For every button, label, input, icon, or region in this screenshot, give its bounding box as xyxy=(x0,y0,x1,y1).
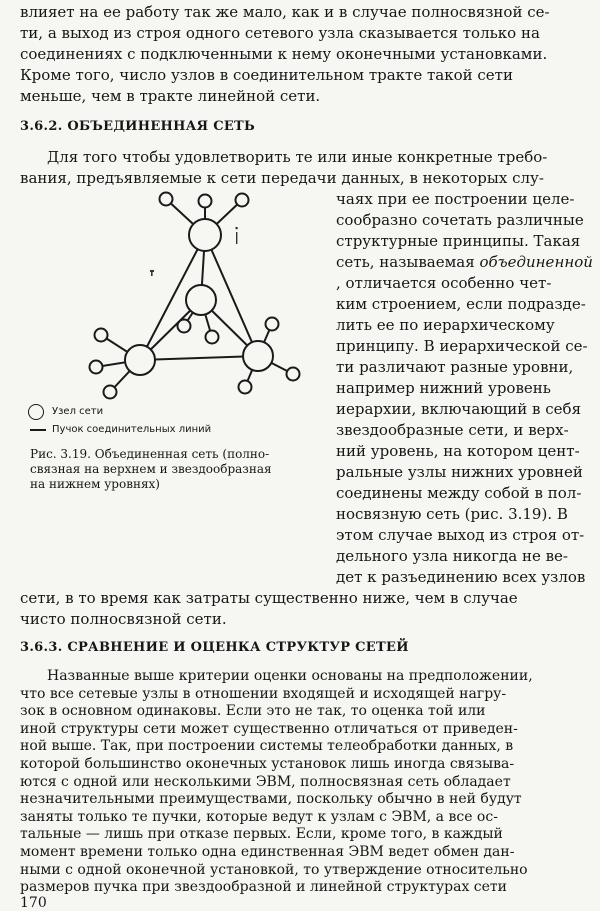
legend-line-icon xyxy=(30,429,46,431)
section-heading: 3.6.2. ОБЪЕДИНЕННАЯ СЕТЬ xyxy=(20,119,256,134)
paragraph-line: носвязную сеть (рис. 3.19). В xyxy=(336,505,568,523)
intro-line: соединениях с подключенными к нему оконечными установками. xyxy=(20,45,548,63)
intro-line: ти, а выход из строя одного сетевого узла сказывается только на xyxy=(20,24,540,42)
node-hub xyxy=(189,219,221,251)
node-leaf xyxy=(104,386,117,399)
paragraph-line: звездообразные сети, и верх- xyxy=(336,421,569,439)
paragraph-line: дет к разъединению всех узлов xyxy=(336,568,586,586)
node-hub xyxy=(125,345,155,375)
section-heading: 3.6.3. СРАВНЕНИЕ И ОЦЕНКА СТРУКТУР СЕТЕЙ xyxy=(20,640,409,655)
node-leaf xyxy=(287,368,300,381)
legend-node-icon xyxy=(28,404,44,420)
intro-line: Кроме того, число узлов в соединительном тракте такой сети xyxy=(20,66,513,84)
paragraph-line: чисто полносвязной сети. xyxy=(20,610,227,628)
paragraph-line: Для того чтобы удовлетворить те или иные конкретные требо- xyxy=(47,148,548,166)
node-hub xyxy=(243,341,273,371)
intro-line: влияет на ее работу так же мало, как и в случае полносвязной се- xyxy=(20,3,550,21)
paragraph-line: зок в основном одинаковы. Если это не так, то оценка той или xyxy=(20,703,486,720)
paragraph-line: сообразно сочетать различные xyxy=(336,211,584,229)
paragraph-line: соединены между собой в пол- xyxy=(336,484,582,502)
paragraph-line: незначительными преимуществами, поскольку обычно в ней будут xyxy=(20,791,522,808)
paragraph-line: дельного узла никогда не ве- xyxy=(336,547,568,565)
paragraph-line: ральные узлы нижних уровней xyxy=(336,463,583,481)
intro-line: меньше, чем в тракте линейной сети. xyxy=(20,87,321,105)
paragraph-line: Названные выше критерии оценки основаны на предположении, xyxy=(47,668,533,684)
node-leaf xyxy=(90,361,103,374)
paragraph-line: сети, в то время как затраты существенно ниже, чем в случае xyxy=(20,589,518,607)
paragraph-line: принципу. В иерархической се- xyxy=(336,337,588,355)
node-leaf xyxy=(178,320,191,333)
node-hub xyxy=(186,285,216,315)
paragraph-line: этом случае выход из строя от- xyxy=(336,526,585,544)
paragraph-line: ными с одной оконечной установкой, то утверждение относительно xyxy=(20,861,528,878)
paragraph-line: например нижний уровень xyxy=(336,379,551,397)
paragraph-line: вания, предъявляемые к сети передачи данных, в некоторых слу- xyxy=(20,169,544,187)
paragraph-line: размеров пучка при звездообразной и линейной структурах сети xyxy=(20,879,507,896)
paragraph-line: ким строением, если подразде- xyxy=(336,295,586,313)
paragraph-line: лить ее по иерархическому xyxy=(336,316,555,334)
print-mark xyxy=(236,232,237,244)
paragraph-line: момент времени только одна единственная ЭВМ ведет обмен дан- xyxy=(20,844,515,860)
figure-caption: Рис. 3.19. Объединенная сеть (полно- xyxy=(30,447,270,461)
print-mark xyxy=(151,272,153,276)
paragraph-line: ний уровень, на котором цент- xyxy=(336,442,580,460)
node-leaf xyxy=(160,193,173,206)
paragraph-line: чаях при ее построении целе- xyxy=(336,190,575,208)
link-line xyxy=(140,356,258,360)
node-leaf xyxy=(266,318,279,331)
node-leaf xyxy=(206,331,219,344)
paragraph-line: что все сетевые узлы в отношении входящей и исходящей нагру- xyxy=(20,685,507,702)
node-leaf xyxy=(199,195,212,208)
emphasis-term: объединенной xyxy=(479,253,593,271)
node-leaf xyxy=(239,381,252,394)
paragraph-line: тальные — лишь при отказе первых. Если, кроме того, в каждый xyxy=(20,826,503,843)
node-leaf xyxy=(236,194,249,207)
figure-caption: на нижнем уровнях) xyxy=(30,477,160,491)
paragraph-line: иерархии, включающий в себя xyxy=(336,400,582,418)
paragraph-line: ти различают разные уровни, xyxy=(336,358,574,376)
paragraph-line: иной структуры сети может существенно отличаться от приведен- xyxy=(20,720,518,737)
page-number: 170 xyxy=(20,894,47,911)
paragraph-line: ной выше. Так, при построении системы телеобработки данных, в xyxy=(20,738,514,755)
print-mark xyxy=(150,270,154,272)
paragraph-line: заняты только те пучки, которые ведут к узлам с ЭВМ, а все ос- xyxy=(20,808,498,825)
legend-line-label: Пучок соединительных линий xyxy=(52,424,212,435)
legend-node-label: Узел сети xyxy=(52,406,104,417)
paragraph-line: ются с одной или несколькими ЭВМ, полносвязная сеть обладает xyxy=(20,773,511,790)
node-leaf xyxy=(95,329,108,342)
print-mark xyxy=(236,227,238,229)
text-run: сеть, называемая xyxy=(336,253,480,271)
paragraph-line: структурные принципы. Такая xyxy=(336,232,581,250)
paragraph-line: которой большинство оконечных установок лишь иногда связыва- xyxy=(20,756,515,772)
figure-caption: связная на верхнем и звездообразная xyxy=(30,462,272,476)
paragraph-line: , отличается особенно чет- xyxy=(336,274,552,292)
